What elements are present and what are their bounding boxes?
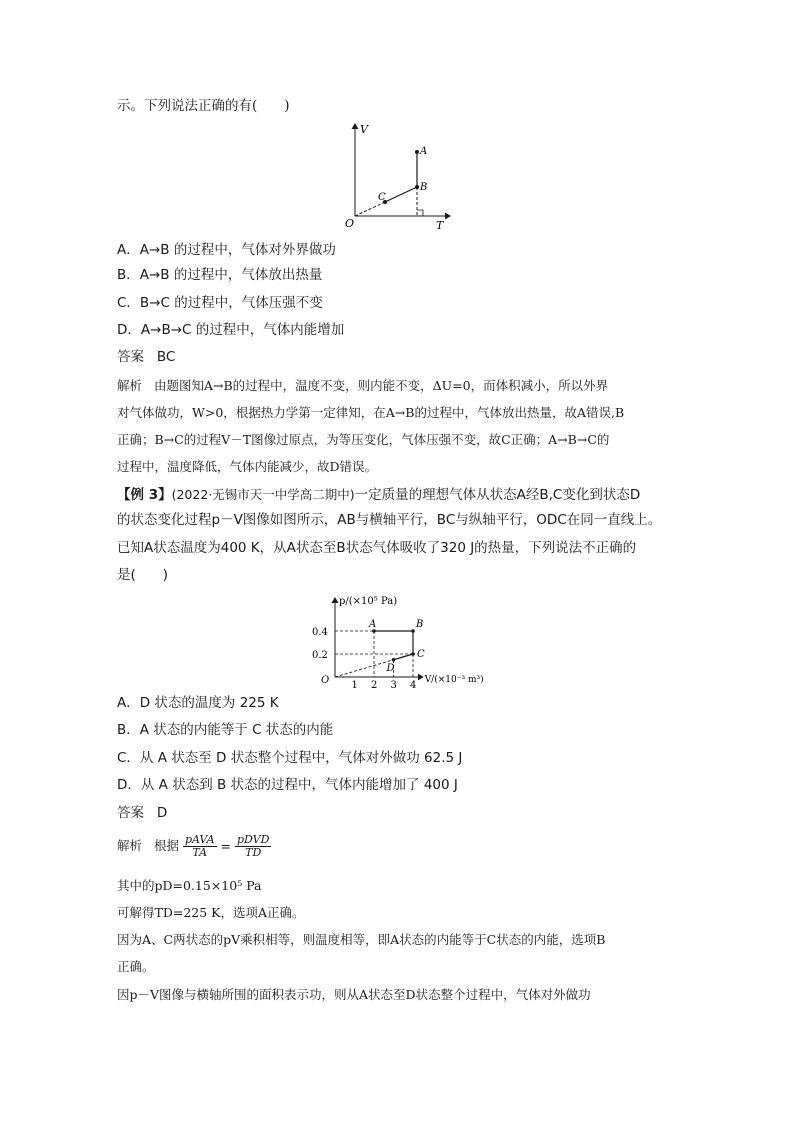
point-b-label: B xyxy=(420,182,428,193)
q1-answer-line xyxy=(117,347,175,367)
q1-answer-label: 答案 xyxy=(117,349,144,365)
q2-stem-line-1: 【例 3】(2022·无锡市天一中学高二期中)一定质量的理想气体从状态A经B,C变化到状态D xyxy=(117,487,641,503)
q1-stem-tail: 示。下列说法正确的有( ) xyxy=(117,98,290,114)
point-label-d: D xyxy=(386,662,395,674)
q2-answer-label: 答案 xyxy=(117,805,144,821)
q2-analysis-line-1: 其中的pD=0.15×10⁵ Pa xyxy=(117,878,262,893)
origin-label: O xyxy=(321,675,330,686)
q2-option-b: B．A 状态的内能等于 C 状态的内能 xyxy=(117,722,334,738)
q1-analysis-line-4: 过程中，温度降低，气体内能减少，故D错误。 xyxy=(117,459,378,474)
pv-chart xyxy=(305,590,495,690)
formula-left-fraction: $\frac{\text{pAVA}}{TA}$ xyxy=(184,833,215,859)
dashed-oc xyxy=(355,202,385,216)
point-a-label: A xyxy=(420,146,428,157)
q1-option-d: D．A→B→C 的过程中，气体内能增加 xyxy=(117,322,345,338)
v-axis-label: V xyxy=(360,123,368,136)
origin-label: O xyxy=(345,217,355,230)
point-a xyxy=(415,150,419,154)
t-axis-label: T xyxy=(436,219,444,230)
q2-option-c: C．从 A 状态至 D 状态整个过程中，气体对外做功 62.5 J xyxy=(117,750,463,766)
q1-analysis-line-3: 正确；B→C的过程V－T图像过原点，为等压变化，气体压强不变，故C正确；A→B→C的 xyxy=(117,432,610,447)
q2-analysis-label: 解析 xyxy=(117,838,143,853)
y-tick-label-0.2: 0.2 xyxy=(312,650,328,661)
point-d xyxy=(392,658,396,662)
q2-option-d: D．从 A 状态到 B 状态的过程中，气体内能增加了 400 J xyxy=(117,777,458,793)
dashed-od xyxy=(335,660,394,677)
q2-analysis-line-4: 正确。 xyxy=(117,959,155,974)
point-label-a: A xyxy=(369,619,377,630)
segment-cb xyxy=(385,187,417,202)
x-tick-label-4: 4 xyxy=(410,680,417,690)
q1-answer: BC xyxy=(156,349,176,365)
point-b xyxy=(411,629,415,633)
vt-diagram xyxy=(340,118,460,230)
q1-analysis-line-1: 解析 由题图知A→B的过程中，温度不变，则内能不变，ΔU=0，而体积减小，所以外界 xyxy=(117,378,609,393)
point-label-c: C xyxy=(417,649,425,660)
q1-analysis-label: 解析 xyxy=(117,378,143,393)
point-label-b: B xyxy=(416,619,424,630)
q2-analysis-line-5: 因p－V图像与横轴所围的面积表示功，则从A状态至D状态整个过程中，气体对外做功 xyxy=(117,987,591,1002)
right-angle-mark xyxy=(417,210,423,216)
q2-tag: 【例 3】 xyxy=(117,487,172,503)
point-b xyxy=(415,185,419,189)
q1-option-b: B．A→B 的过程中，气体放出热量 xyxy=(117,267,323,283)
q2-stem-line-2: 的状态变化过程p－V图像如图所示，AB与横轴平行，BC与纵轴平行，ODC在同一直线上。 xyxy=(117,512,662,528)
q2-source: (2022·无锡市天一中学高二期中) xyxy=(171,487,355,502)
x-tick-label-1: 1 xyxy=(351,680,358,690)
q1-option-a: A．A→B 的过程中，气体对外界做功 xyxy=(117,242,336,258)
q2-answer-line xyxy=(117,803,167,823)
q2-stem-line-3: 已知A状态温度为400 K，从A状态至B状态气体吸收了320 J的热量，下列说法不正确的 xyxy=(117,540,637,556)
x-tick-label-3: 3 xyxy=(390,680,397,690)
q2-stem-line-4: 是( ) xyxy=(117,567,169,583)
q2-analysis-formula-line: 解析 根据 $\frac{\text{pAVA}}{TA}$ = $\frac{\text{pDVD}}{TD}$ xyxy=(117,833,270,859)
q2-analysis-line-3: 因为A、C两状态的pV乘积相等，则温度相等，即A状态的内能等于C状态的内能，选项B xyxy=(117,932,606,947)
q1-option-c: C．B→C 的过程中，气体压强不变 xyxy=(117,295,323,311)
x-tick-label-2: 2 xyxy=(371,680,378,690)
q1-analysis-line-2: 对气体做功，W>0，根据热力学第一定律知，在A→B的过程中，气体放出热量，故A错误,B xyxy=(117,405,625,420)
y-axis-label: p/(×10⁵ Pa) xyxy=(339,596,398,607)
formula-right-fraction: $\frac{\text{pDVD}}{TD}$ xyxy=(236,833,270,859)
y-tick-label-0.4: 0.4 xyxy=(312,627,328,638)
q2-option-a: A．D 状态的温度为 225 K xyxy=(117,695,279,711)
point-c xyxy=(411,652,415,656)
q2-analysis-prefix: 根据 xyxy=(153,838,179,853)
point-c-label: C xyxy=(378,192,386,203)
segment-cd xyxy=(394,654,414,660)
q2-answer: D xyxy=(156,805,168,821)
x-axis-label: V/(×10⁻³ m³) xyxy=(424,675,484,685)
q2-analysis-line-2: 可解得TD=225 K，选项A正确。 xyxy=(117,905,305,920)
